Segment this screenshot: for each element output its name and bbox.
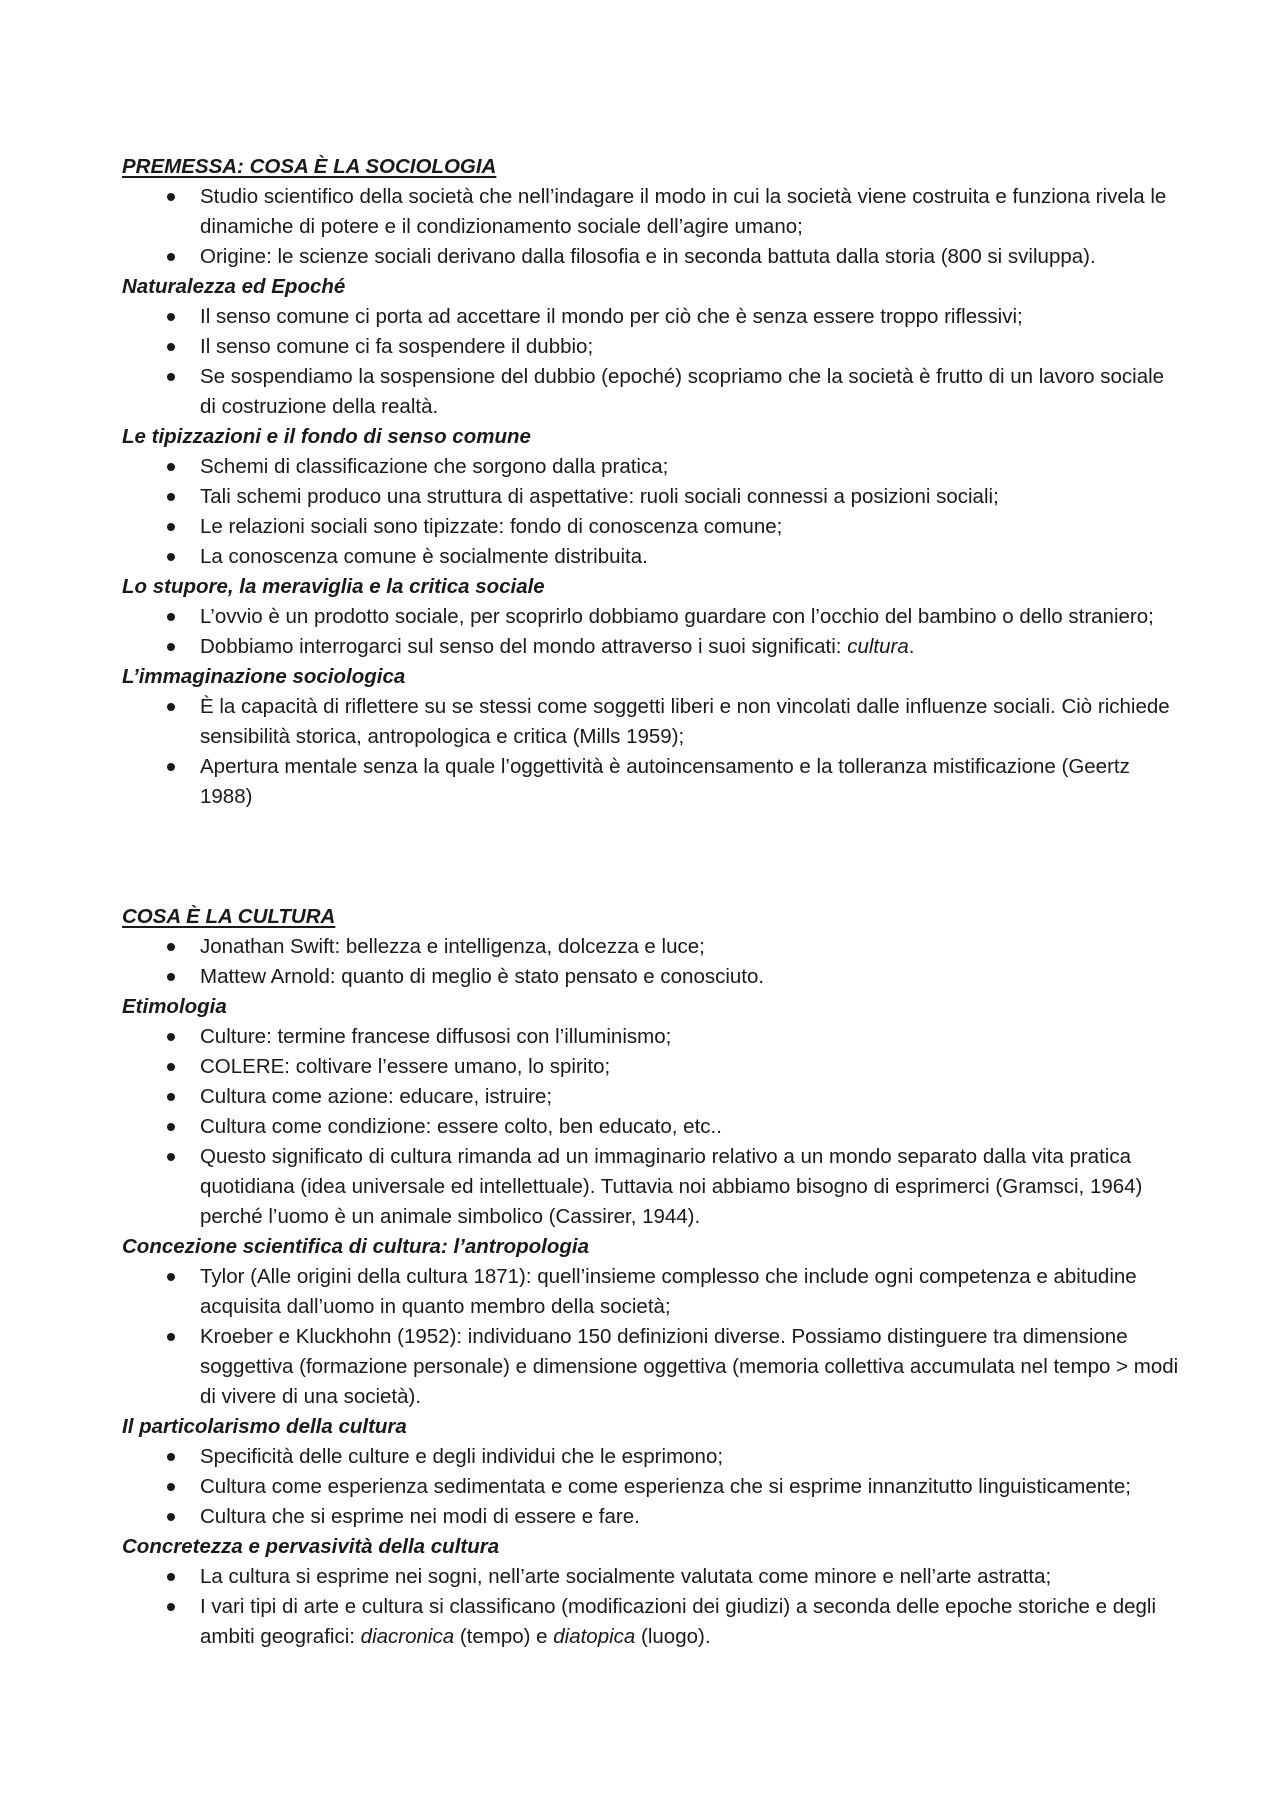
bullet-list bbox=[122, 302, 1182, 422]
bullet-list bbox=[122, 1562, 1182, 1652]
item-text: . bbox=[908, 635, 915, 658]
list-item: Il senso comune ci porta ad accettare il mondo per ciò che è senza essere troppo riflessivi; bbox=[122, 302, 1182, 332]
item-text: (luogo). bbox=[635, 1625, 711, 1648]
bullet-list bbox=[122, 1442, 1182, 1532]
list-item: È la capacità di riflettere su se stessi come soggetti liberi e non vincolati dalle influenze sociali. Ciò richiede sensibilità storica, antropologica e critica (Mills 1959); bbox=[122, 692, 1182, 752]
list-item: COLERE: coltivare l’essere umano, lo spirito; bbox=[122, 1052, 1182, 1082]
list-item: La conoscenza comune è socialmente distribuita. bbox=[122, 542, 1182, 572]
subsection-heading: Il particolarismo della cultura bbox=[122, 1415, 407, 1438]
list-item: Il senso comune ci fa sospendere il dubbio; bbox=[122, 332, 1182, 362]
document-page bbox=[122, 152, 1182, 1652]
list-item bbox=[122, 632, 1182, 662]
list-item: Tali schemi produco una struttura di aspettative: ruoli sociali connessi a posizioni sociali; bbox=[122, 482, 1182, 512]
list-item: Jonathan Swift: bellezza e intelligenza, dolcezza e luce; bbox=[122, 932, 1182, 962]
subsection-heading: Etimologia bbox=[122, 995, 227, 1018]
italic-term: cultura bbox=[847, 635, 909, 658]
list-item: Le relazioni sociali sono tipizzate: fondo di conoscenza comune; bbox=[122, 512, 1182, 542]
list-item: Culture: termine francese diffusosi con l’illuminismo; bbox=[122, 1022, 1182, 1052]
list-item: Origine: le scienze sociali derivano dalla filosofia e in seconda battuta dalla storia (800 si sviluppa). bbox=[122, 242, 1182, 272]
list-item: L’ovvio è un prodotto sociale, per scoprirlo dobbiamo guardare con l’occhio del bambino o dello straniero; bbox=[122, 602, 1182, 632]
item-text: I vari tipi di arte e cultura si classificano (modificazioni dei giudizi) a seconda delle epoche storiche e degli ambiti geografici: bbox=[200, 1595, 1157, 1648]
item-text: (tempo) e bbox=[454, 1625, 554, 1648]
subsection-heading: L’immaginazione sociologica bbox=[122, 665, 406, 688]
list-item: Cultura che si esprime nei modi di essere e fare. bbox=[122, 1502, 1182, 1532]
bullet-list bbox=[122, 932, 1182, 992]
section-title: COSA È LA CULTURA bbox=[122, 905, 336, 928]
list-item: Cultura come esperienza sedimentata e come esperienza che si esprime innanzitutto linguisticamente; bbox=[122, 1472, 1182, 1502]
list-item: Mattew Arnold: quanto di meglio è stato pensato e conosciuto. bbox=[122, 962, 1182, 992]
bullet-list bbox=[122, 1262, 1182, 1412]
list-item: Kroeber e Kluckhohn (1952): individuano 150 definizioni diverse. Possiamo distinguere tra dimensione soggettiva (formazione personale) e dimensione oggettiva (memoria collettiva accumulata nel tempo > modi di vivere di una società). bbox=[122, 1322, 1182, 1412]
list-item: Studio scientifico della società che nell’indagare il modo in cui la società viene costruita e funziona rivela le dinamiche di potere e il condizionamento sociale dell’agire umano; bbox=[122, 182, 1182, 242]
list-item: Tylor (Alle origini della cultura 1871): quell’insieme complesso che include ogni competenza e abitudine acquisita dall’uomo in quanto membro della società; bbox=[122, 1262, 1182, 1322]
bullet-list bbox=[122, 602, 1182, 662]
list-item: La cultura si esprime nei sogni, nell’arte socialmente valutata come minore e nell’arte astratta; bbox=[122, 1562, 1182, 1592]
section-sociologia bbox=[122, 152, 1182, 812]
list-item: Questo significato di cultura rimanda ad un immaginario relativo a un mondo separato dalla vita pratica quotidiana (idea universale ed intellettuale). Tuttavia noi abbiamo bisogno di esprimerci (Gramsci, 1964) perché l’uomo è un animale simbolico (Cassirer, 1944). bbox=[122, 1142, 1182, 1232]
list-item: Specificità delle culture e degli individui che le esprimono; bbox=[122, 1442, 1182, 1472]
list-item: Cultura come condizione: essere colto, ben educato, etc.. bbox=[122, 1112, 1182, 1142]
section-title: PREMESSA: COSA È LA SOCIOLOGIA bbox=[122, 155, 497, 178]
list-item: Se sospendiamo la sospensione del dubbio (epoché) scopriamo che la società è frutto di un lavoro sociale di costruzione della realtà. bbox=[122, 362, 1182, 422]
subsection-heading: Lo stupore, la meraviglia e la critica sociale bbox=[122, 575, 545, 598]
bullet-list bbox=[122, 1022, 1182, 1232]
italic-term: diatopica bbox=[553, 1625, 636, 1648]
subsection-heading: Concezione scientifica di cultura: l’antropologia bbox=[122, 1235, 590, 1258]
bullet-list bbox=[122, 692, 1182, 812]
item-text: Dobbiamo interrogarci sul senso del mondo attraverso i suoi significati: bbox=[200, 635, 848, 658]
section-cultura bbox=[122, 902, 1182, 1652]
subsection-heading: Naturalezza ed Epoché bbox=[122, 275, 346, 298]
list-item: Schemi di classificazione che sorgono dalla pratica; bbox=[122, 452, 1182, 482]
italic-term: diacronica bbox=[360, 1625, 455, 1648]
list-item bbox=[122, 1592, 1182, 1652]
bullet-list bbox=[122, 452, 1182, 572]
subsection-heading: Le tipizzazioni e il fondo di senso comune bbox=[122, 425, 531, 448]
list-item: Apertura mentale senza la quale l’oggettività è autoincensamento e la tolleranza mistificazione (Geertz 1988) bbox=[122, 752, 1182, 812]
bullet-list bbox=[122, 182, 1182, 272]
subsection-heading: Concretezza e pervasività della cultura bbox=[122, 1535, 500, 1558]
list-item: Cultura come azione: educare, istruire; bbox=[122, 1082, 1182, 1112]
